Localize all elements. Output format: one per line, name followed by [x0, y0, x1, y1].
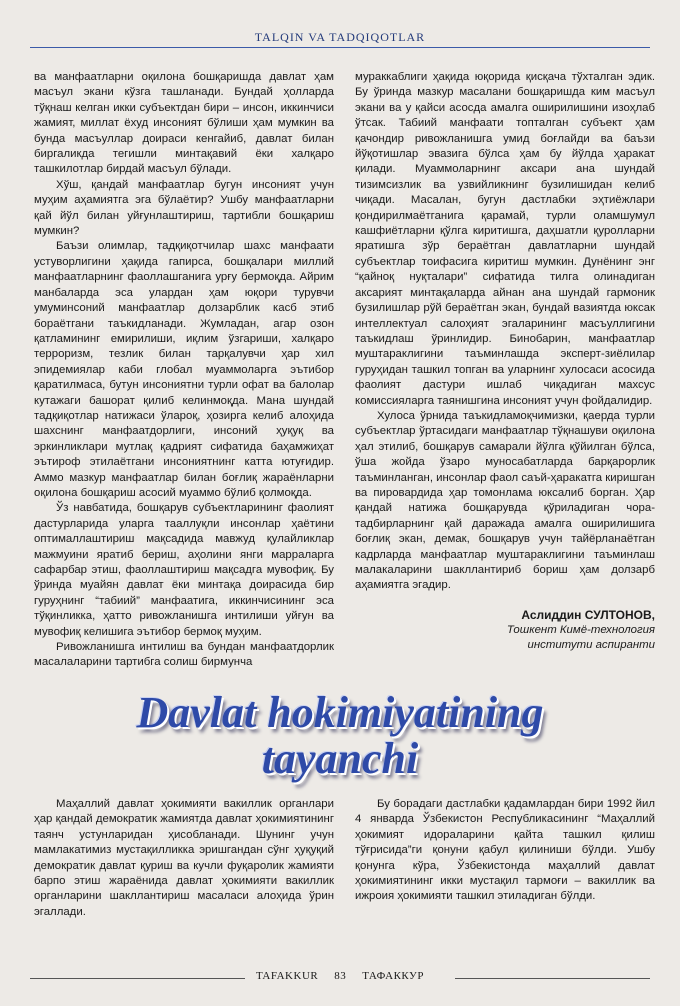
- bottom-right-column: [355, 797, 655, 905]
- paragraph: Хўш, қандай манфаатлар бугун инсоният учун муҳим аҳамиятга эга бўлаётир? Ушбу манфаатларни қай йўл билан уйғунлаштириш, тартибли бошқариш мумкин?: [34, 178, 334, 238]
- page-number: 83: [334, 970, 347, 982]
- paragraph: мураккаблиги ҳақида юқорида қисқача тўхталган эдик. Бу ўринда мазкур масалани бошқаришда ким масъул экани ва у қайси асосда амалга оширилишини изоҳлаб ўтсак. Табиий манфаати топталган субъект ҳам қачондир ривожланишга умид боғлайди ва баъзи йўқотишлар эвазига бўлса ҳам бу йўлда ҳаракат қилади. Муаммоларнинг аксари ана шундай тизимсизлик ва узвийликнинг бузилишидан келиб чиқади. Масалан, бугун дастлабки эҳтиёжлари қондирилмаётганига қарамай, турли оламшумул кашфиётларни қўлга киритишга, даҳшатли қуролларни яратишга зўр бераётган давлатларни шундай субъектлар тоифасига киритиш мумкин. Дунёнинг энг “қайноқ нуқталари” сифатида тилга олинадиган аксарият минтақаларда айнан ана шундай гармоник бузилишлар рўй бераётган экан, бундай вазиятда юксак интеллектуал салоҳият эгаларининг масъуллигини таъкидлаш ўринлидир. Бинобарин, манфаатлар муштараклигини таъминлашда эксперт-зиёлилар гуруҳидан ташкил топган ва уларнинг хулосаси асосида фаолият дастури ишлаб чиқадиган махсус комиссияларга таянишгина инсоният учун фойдалидир.: [355, 71, 655, 407]
- paragraph: ва манфаатларни оқилона бошқаришда давлат ҳам масъул экани кўзга ташланади. Бундай ҳолларда тўқнаш келган икки субъектдан бири – инсон, иккинчиси жамият, миллат ёхуд инсоният бўлиши ҳам мумкин ва бунда масъуллар доираси кенгайиб, давлат билан биргаликда тегишли минтақавий ёки халқаро ташкилотлар бирдай масъул бўлади.: [34, 71, 334, 176]
- top-right-column: [355, 70, 655, 653]
- paragraph: Ривожланишга интилиш ва бундан манфаатдорлик масалаларини тартибга солиш бирмунча: [34, 641, 334, 669]
- author-affiliation-line1: Тошкент Кимё-технология: [506, 624, 655, 637]
- author-signature: [355, 608, 655, 653]
- paragraph: Ўз навбатида, бошқарув субъектларининг фаолият дастурларида уларга тааллуқли инсонлар ҳаётини оптималлаштириш мақсадида мавжуд қулайликлар мажмуини яратиб бериш, аҳолини янги марраларга сафарбар этиш, фаоллаштириш мақсадга мувофиқ. Бу ўринда муайян давлат ёки минтақа доирасида бир гуруҳнинг “табиий” манфаатига, иккинчисининг эса тўқинликка, ҳатто ривожланишга интилиши уйғун ва мувофиқ келишига эътибор бермоқ муҳим.: [34, 502, 334, 638]
- paragraph: Баъзи олимлар, тадқиқотчилар шахс манфаати устуворлигини ҳақида гапирса, бошқалари миллий манфаатларнинг фаоллашганига урғу бермоқда. Айрим манбаларда эса улардан ҳам юқори турувчи умуминсоний манфаатлар долзарблик касб этиб бораётгани таъкидланади. Жумладан, агар озон қатламининг емирилиши, иқлим ўзгариши, халқаро терроризм, тезлик билан тарқалувчи ҳар хил эпидемиялар каби глобал муаммоларга эътибор қаратилмаса, бутун инсониятни турли офат ва балолар кутажаги башорат қилиб келинмоқда. Мана шундай тадқиқотлар натижаси ўлароқ, ҳозирга келиб алоҳида шахснинг манфаатдорлиги, инсоний ҳуқуқ ва эркинликлари мутлақ қадрият сифатида баҳамжиҳат эътироф этилаётгани инсониятнинг катта ютуғидир. Аммо мазкур манфаатлар билан боғлиқ жараёнларни оқилона бошқариш асосий муаммо бўлиб қолмоқда.: [34, 240, 334, 499]
- paragraph: Хулоса ўрнида таъкидламоқчимизки, қаерда турли субъектлар ўртасидаги манфаатлар тўқнашуви оқилона ҳал этилиб, бошқарув самарали йўлга қўйилган бўлса, ўша жойда ўзаро муносабатларда барқарорлик таъминланган, инсонлар фаол саъй-ҳаракатга киришган ва пировардида ҳар томонлама юксалиб борган. Ҳар қандай натижа бошқарувда қўриладиган чора-тадбирларнинг қай даражада амалга оширилишига боғлиқ экан, демак, бошқарув учун тайёрланаётган кадрларда манфаатлар муштараклигини таъминлаш малакаларини шакллантириб бориш ҳам долзарб аҳамиятга эгадир.: [355, 409, 655, 592]
- author-affiliation-line2: институти аспиранти: [527, 639, 655, 652]
- article-title: [0, 690, 680, 782]
- bottom-left-column: [34, 797, 334, 920]
- article-title-line2: tayanchi: [261, 734, 419, 783]
- running-header: TALQIN VA TADQIQOTLAR: [254, 30, 426, 44]
- footer-label-latin: TAFAKKUR: [256, 970, 319, 982]
- article-title-line1: Davlat hokimiyatining: [136, 688, 544, 737]
- paragraph: Маҳаллий давлат ҳокимияти вакиллик органлари ҳар қандай демократик жамиятда давлат ҳокимиятининг таянч устунларидан ҳисобланади. Шунинг учун мамлакатимиз мустақилликка эришгандан сўнг ҳуқуқий демократик давлат қуриш ва кучли фуқаролик жамияти барпо этиш жараёнида давлат ҳокимияти вакиллик органларини шакллантириш масаласи алоҳида ўрин эгаллади.: [34, 798, 334, 918]
- paragraph: Бу борадаги дастлабки қадамлардан бири 1992 йил 4 январда Ўзбекистон Республикасининг “Маҳаллий ҳокимият идораларини қайта ташкил қилиш тўғрисида”ги қонуни қабул қилиниши бўлди. Ушбу қонунга кўра, Ўзбекистонда маҳаллий давлат ҳокимиятининг икки мустақил тармоғи – вакиллик ва ижроия ҳокимияти ташкил этиладиган бўлди.: [355, 798, 655, 903]
- header-rule: [30, 47, 650, 48]
- page-footer: [30, 970, 650, 986]
- author-name: Аслиддин СУЛТОНОВ,: [521, 607, 655, 622]
- footer-label-cyrillic: ТАФАККУР: [362, 970, 424, 982]
- top-left-column: [34, 70, 334, 671]
